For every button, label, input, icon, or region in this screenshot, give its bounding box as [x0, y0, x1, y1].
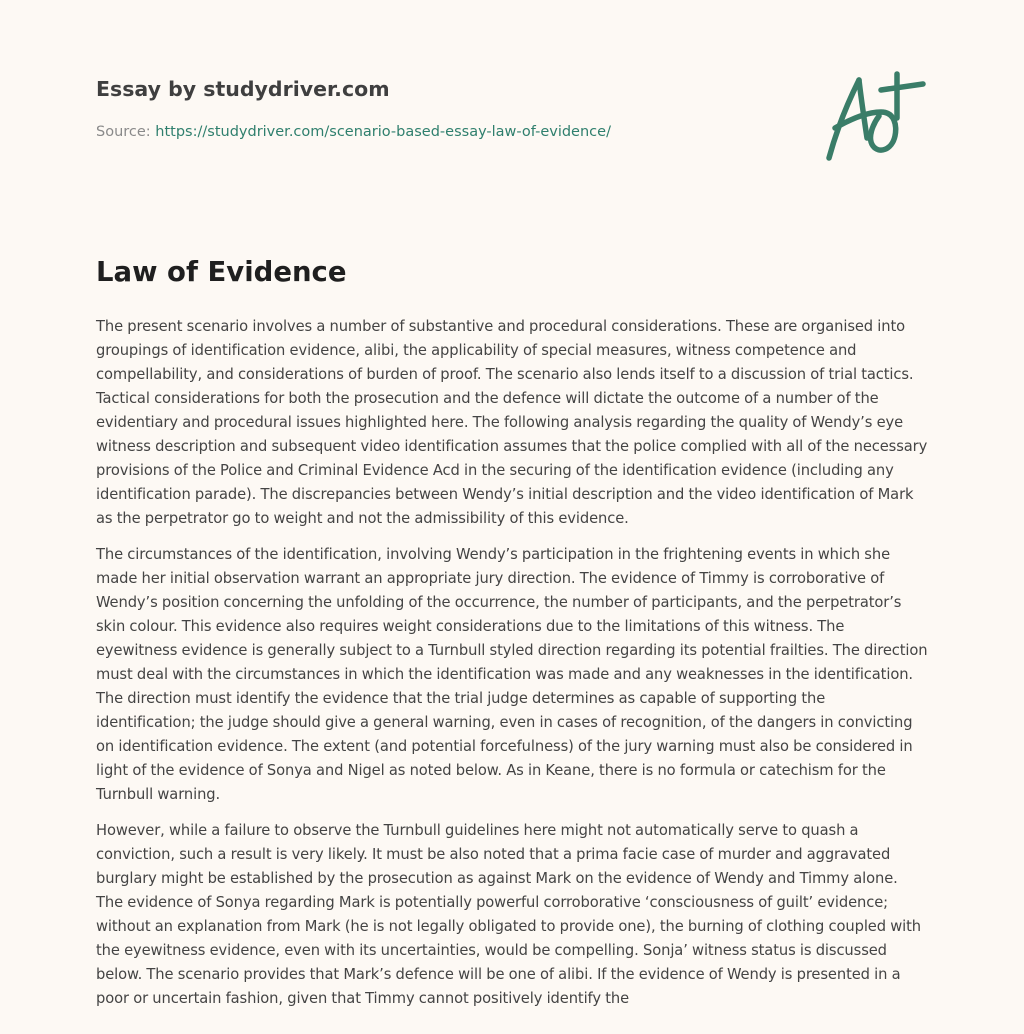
document-title: Law of Evidence	[96, 256, 347, 288]
source-label: Source:	[96, 124, 156, 140]
document-body	[96, 315, 928, 1023]
paragraph: However, while a failure to observe the Turnbull guidelines here might not automatically serve to quash a conviction, such a result is very likely. It must be also noted that a prima facie case of murder and aggravated burglary might be established by the prosecution as against Mark on the evidence of Wendy and Timmy alone. The evidence of Sonya regarding Mark is potentially powerful corroborative ‘consciousness of guilt’ evidence; without an explanation from Mark (he is not legally obligated to provide one), the burning of clothing coupled with the eyewitness evidence, even with its uncertainties, would be compelling. Sonja’ witness status is discussed below. The scenario provides that Mark’s defence will be one of alibi. If the evidence of Wendy is presented in a poor or uncertain fashion, given that Timmy cannot positively identify the	[96, 822, 921, 1007]
source-line	[96, 124, 611, 140]
source-link[interactable]: https://studydriver.com/scenario-based-essay-law-of-evidence/	[155, 124, 611, 140]
site-header-title: Essay by studydriver.com	[96, 77, 390, 101]
a-plus-logo-icon	[823, 68, 927, 164]
paragraph: The present scenario involves a number of substantive and procedural considerations. These are organised into groupings of identification evidence, alibi, the applicability of special measures, witness competence and compellability, and considerations of burden of proof. The scenario also lends itself to a discussion of trial tactics. Tactical considerations for both the prosecution and the defence will dictate the outcome of a number of the evidentiary and procedural issues highlighted here. The following analysis regarding the quality of Wendy’s eye witness description and subsequent video identification assumes that the police complied with all of the necessary provisions of the Police and Criminal Evidence Acd in the securing of the identification evidence (including any identification parade). The discrepancies between Wendy’s initial description and the video identification of Mark as the perpetrator go to weight and not the admissibility of this evidence.	[96, 318, 928, 527]
paragraph: The circumstances of the identification, involving Wendy’s participation in the frightening events in which she made her initial observation warrant an appropriate jury direction. The evidence of Timmy is corroborative of Wendy’s position concerning the unfolding of the occurrence, the number of participants, and the perpetrator’s skin colour. This evidence also requires weight considerations due to the limitations of this witness. The eyewitness evidence is generally subject to a Turnbull styled direction regarding its potential frailties. The direction must deal with the circumstances in which the identification was made and any weaknesses in the identification. The direction must identify the evidence that the trial judge determines as capable of supporting the identification; the judge should give a general warning, even in cases of recognition, of the dangers in convicting on identification evidence. The extent (and potential forcefulness) of the jury warning must also be considered in light of the evidence of Sonya and Nigel as noted below. As in Keane, there is no formula or catechism for the Turnbull warning.	[96, 546, 928, 803]
